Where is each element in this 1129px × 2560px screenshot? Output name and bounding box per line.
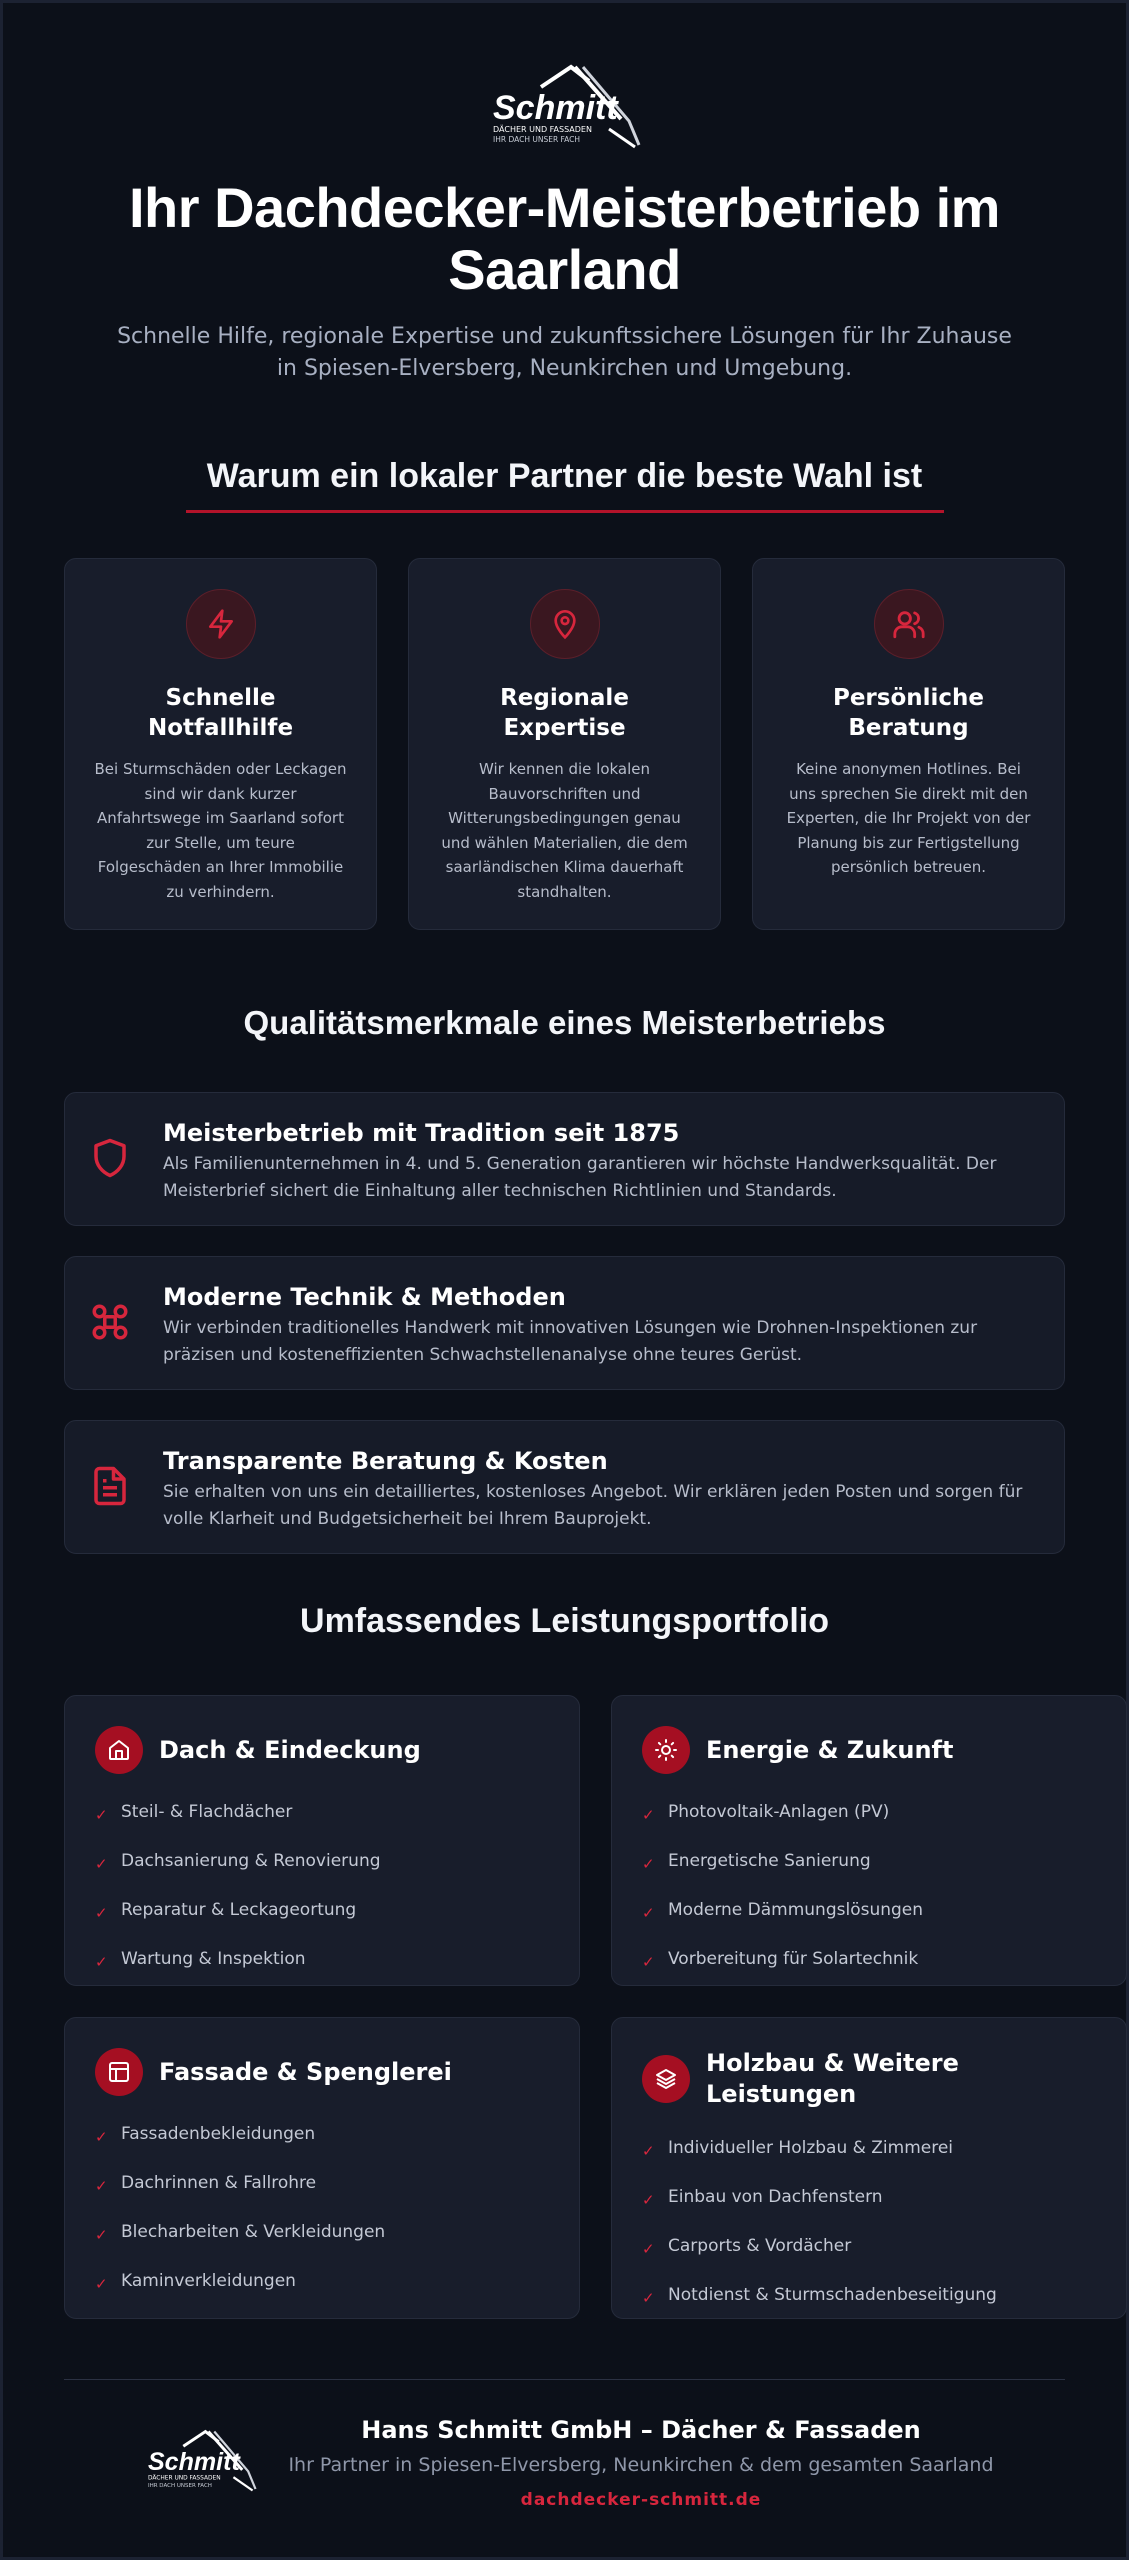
quality-item-tradition	[64, 1092, 1065, 1226]
check-icon: ✓	[95, 2275, 108, 2293]
check-icon: ✓	[95, 1806, 108, 1824]
portfolio-card-title: Fassade & Spenglerei	[159, 2057, 452, 2086]
check-icon: ✓	[95, 2128, 108, 2146]
footer-divider	[64, 2379, 1065, 2380]
check-icon: ✓	[95, 2177, 108, 2195]
portfolio-title: Umfassendes Leistungsportfolio	[300, 1602, 829, 1640]
quality-item-transparency	[64, 1420, 1065, 1554]
portfolio-card-timber	[611, 2017, 1127, 2319]
check-icon: ✓	[95, 1855, 108, 1873]
list-item: ✓ Wartung & Inspektion	[95, 1935, 549, 1984]
footer	[3, 2416, 1126, 2510]
house-icon	[95, 1726, 143, 1774]
shield-icon	[89, 1137, 131, 1179]
footer-text	[281, 2416, 1001, 2510]
portfolio-card-roof	[64, 1695, 580, 1986]
list-item: ✓ Kaminverkleidungen	[95, 2257, 549, 2306]
list-item: ✓ Vorbereitung für Solartechnik	[642, 1935, 1096, 1984]
quality-list	[64, 1092, 1065, 1554]
quality-item-body	[163, 1445, 1034, 1533]
portfolio-card-list	[642, 1788, 1096, 1984]
why-card-text: Keine anonymen Hotlines. Bei uns sprechen Sie direkt mit den Experten, die Ihr Projekt von der Planung bis zur Fertigstellung persönlich betreuen.	[786, 760, 1031, 876]
why-card-title: Regionale Expertise	[500, 685, 629, 741]
why-card-text: Bei Sturmschäden oder Leckagen sind wir dank kurzer Anfahrtswege im Saarland sofort zur Stelle, um teure Folgeschäden an Ihrer Immobilie zu verhindern.	[94, 760, 347, 901]
website-link[interactable]: dachdecker-schmitt.de	[520, 2490, 762, 2510]
quality-title: Qualitätsmerkmale eines Meisterbetriebs	[243, 1004, 886, 1041]
check-icon: ✓	[95, 2226, 108, 2244]
why-title: Warum ein lokaler Partner die beste Wahl ist	[206, 457, 923, 495]
check-icon: ✓	[642, 2191, 655, 2209]
why-card-emergency	[64, 558, 377, 930]
list-item: ✓ Blecharbeiten & Verkleidungen	[95, 2208, 549, 2257]
why-card-title: Schnelle Notfallhilfe	[147, 685, 294, 741]
portfolio-card-list	[642, 2124, 1096, 2320]
quality-item-technology	[64, 1256, 1065, 1390]
logo	[489, 63, 641, 155]
portfolio-section	[3, 1602, 1126, 2319]
lightning-icon	[186, 589, 256, 659]
portfolio-card-list	[95, 2110, 549, 2306]
check-icon: ✓	[642, 1953, 655, 1971]
layers-icon	[642, 2055, 690, 2103]
portfolio-card-list	[95, 1788, 549, 1984]
quality-item-title: Transparente Beratung & Kosten	[163, 1447, 608, 1475]
list-item: ✓ Moderne Dämmungslösungen	[642, 1886, 1096, 1935]
portfolio-card-energy	[611, 1695, 1127, 1986]
why-card-personal	[752, 558, 1065, 930]
why-card-text: Wir kennen die lokalen Bauvorschriften und Witterungsbedingungen genau und wählen Materialien, die dem saarländischen Klima dauerhaft standhalten.	[441, 760, 688, 901]
quality-item-body	[163, 1117, 1034, 1205]
logo-line2: IHR DACH UNSER FACH	[492, 135, 580, 144]
footer-tagline: Ihr Partner in Spiesen-Elversberg, Neunkirchen & dem gesamten Saarland	[288, 2454, 994, 2476]
hero-subtitle: Schnelle Hilfe, regionale Expertise und zukunftssichere Lösungen für Ihr Zuhause in Spiesen-Elversberg, Neunkirchen und Umgebung.	[117, 324, 1012, 381]
list-item: ✓ Fassadenbekleidungen	[95, 2110, 549, 2159]
quality-item-title: Moderne Technik & Methoden	[163, 1283, 566, 1311]
hero	[3, 3, 1126, 385]
logo-name: Schmitt	[492, 89, 618, 127]
why-card-regional	[408, 558, 721, 930]
sun-icon	[642, 1726, 690, 1774]
list-item: ✓ Reparatur & Leckageortung	[95, 1886, 549, 1935]
why-card-title: Persönliche Beratung	[832, 685, 985, 741]
list-item: ✓ Carports & Vordächer	[642, 2222, 1096, 2271]
quality-item-text: Wir verbinden traditionelles Handwerk mit innovativen Lösungen wie Drohnen-Inspektionen zur präzisen und kosteneffizienten Schwachstellenanalyse ohne teures Gerüst.	[163, 1318, 978, 1365]
quality-item-title: Meisterbetrieb mit Tradition seit 1875	[163, 1119, 680, 1147]
why-cards	[64, 558, 1065, 930]
list-item: ✓ Individueller Holzbau & Zimmerei	[642, 2124, 1096, 2173]
list-item: ✓ Dachrinnen & Fallrohre	[95, 2159, 549, 2208]
page-title: Ihr Dachdecker-Meisterbetrieb im Saarland	[129, 176, 1000, 301]
portfolio-grid	[64, 1695, 1065, 2319]
check-icon: ✓	[642, 1806, 655, 1824]
portfolio-card-facade	[64, 2017, 580, 2319]
quality-item-text: Sie erhalten von uns ein detailliertes, kostenloses Angebot. Wir erklären jeden Posten und sorgen für volle Klarheit und Budgetsicherheit bei Ihrem Bauprojekt.	[163, 1482, 1023, 1529]
list-item: ✓ Photovoltaik-Anlagen (PV)	[642, 1788, 1096, 1837]
layout-icon	[95, 2048, 143, 2096]
portfolio-card-title: Dach & Eindeckung	[159, 1735, 421, 1764]
footer-logo-line1: DÄCHER UND FASSADEN	[147, 2475, 221, 2482]
list-item: ✓ Notdienst & Sturmschadenbeseitigung	[642, 2271, 1096, 2320]
why-section	[3, 457, 1126, 930]
footer-logo-name: Schmitt	[147, 2447, 240, 2476]
drone-icon	[89, 1301, 131, 1343]
footer-company: Hans Schmitt GmbH – Dächer & Fassaden	[361, 2416, 921, 2444]
check-icon: ✓	[642, 2240, 655, 2258]
list-item: ✓ Steil- & Flachdächer	[95, 1788, 549, 1837]
map-pin-icon	[530, 589, 600, 659]
check-icon: ✓	[642, 2289, 655, 2307]
quality-item-text: Als Familienunternehmen in 4. und 5. Generation garantieren wir höchste Handwerksqualität. Der Meisterbrief sichert die Einhaltung aller technischen Richtlinien und Standards.	[163, 1154, 997, 1201]
quality-section	[3, 1004, 1126, 1554]
footer-logo-line2: IHR DACH UNSER FACH	[147, 2482, 212, 2489]
why-title-underline	[186, 510, 944, 513]
logo-line1: DÄCHER UND FASSADEN	[492, 125, 592, 134]
footer-logo	[145, 2428, 257, 2498]
quality-item-body	[163, 1281, 1034, 1369]
document-icon	[89, 1465, 131, 1507]
logo-mark	[489, 63, 641, 151]
portfolio-card-title: Energie & Zukunft	[706, 1735, 954, 1764]
list-item: ✓ Energetische Sanierung	[642, 1837, 1096, 1886]
list-item: ✓ Dachsanierung & Renovierung	[95, 1837, 549, 1886]
check-icon: ✓	[95, 1904, 108, 1922]
check-icon: ✓	[642, 1855, 655, 1873]
check-icon: ✓	[642, 2142, 655, 2160]
check-icon: ✓	[642, 1904, 655, 1922]
portfolio-card-title: Holzbau & Weitere Leistungen	[706, 2049, 959, 2108]
users-icon	[874, 589, 944, 659]
list-item: ✓ Einbau von Dachfenstern	[642, 2173, 1096, 2222]
check-icon: ✓	[95, 1953, 108, 1971]
